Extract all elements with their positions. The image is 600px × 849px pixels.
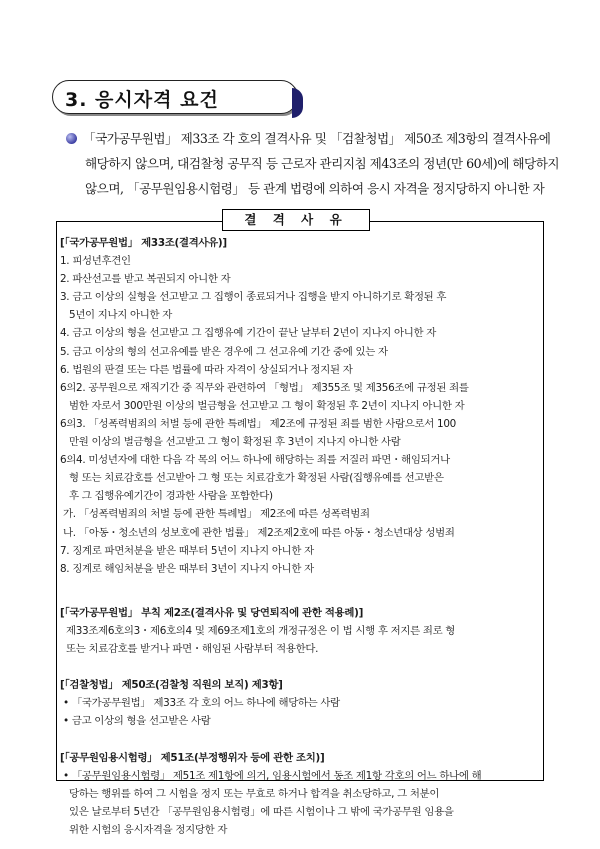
- list-item: 3. 금고 이상의 실형을 선고받고 그 집행이 종료되거나 집행을 받지 아니하기로 확정된 후: [60, 291, 447, 304]
- section-4-items: [60, 767, 540, 839]
- section-2-title: [「국가공무원법」 부칙 제2조(결격사유 및 당연퇴직에 관한 적용례)]: [60, 606, 364, 619]
- list-item: • 「공무원임용시험령」 제51조 제1항에 의거, 임용시험에서 동조 제1항 각호의 어느 하나에 해: [60, 769, 482, 782]
- section-3-title: [「검찰청법」 제50조(검찰청 직원의 보직) 제3항]: [60, 679, 283, 692]
- section-title: 3. 응시자격 요건: [65, 89, 219, 111]
- intro-paragraph: [66, 126, 566, 201]
- intro-line-1: 「국가공무원법」 제33조 각 호의 결격사유 및 「검찰청법」 제50조 제3항의 결격사유에: [66, 126, 566, 151]
- section-1-title: [「국가공무원법」 제33조(결격사유)]: [60, 237, 227, 249]
- disqualification-content: [60, 234, 540, 839]
- section-2-items: [60, 622, 540, 658]
- list-item: 나. 「아동・청소년의 성보호에 관한 법률」 제2조제2호에 따른 아동・청소년대상 성범죄: [60, 526, 455, 539]
- list-item: 5년이 지나지 아니한 자: [60, 309, 172, 322]
- disqualification-title: 결 격 사 유: [222, 209, 370, 231]
- list-item: 6. 법원의 판결 또는 다른 법률에 따라 자격이 상실되거나 정지된 자: [60, 363, 353, 376]
- spacer: [60, 731, 540, 749]
- section-header: [52, 80, 298, 114]
- list-item: • 금고 이상의 형을 선고받은 사람: [60, 715, 211, 728]
- list-item: 6의2. 공무원으로 재직기간 중 직무와 관련하여 「형법」 제355조 및 제356조에 규정된 죄를: [60, 381, 469, 394]
- intro-line-3: 않으며, 「공무원임용시험령」 등 관계 법령에 의하여 응시 자격을 정지당하지 아니한 자: [85, 181, 545, 196]
- list-item: 7. 징계로 파면처분을 받은 때부터 5년이 지나지 아니한 자: [60, 544, 314, 557]
- bullet-icon: [66, 133, 77, 144]
- list-item: 당하는 행위를 하여 그 시험을 정지 또는 무효로 하거나 합격을 취소당하고, 그 처분이: [60, 787, 440, 800]
- list-item: 6의4. 미성년자에 대한 다음 각 목의 어느 하나에 해당하는 죄를 저질러 파면・해임되거나: [60, 454, 450, 467]
- list-item: 있은 날로부터 5년간 「공무원임용시험령」에 따른 시험이나 그 밖에 국가공무원 임용을: [60, 805, 454, 818]
- section-1-items: [60, 252, 540, 578]
- list-item: 위한 시험의 응시자격을 정지당한 자: [60, 824, 228, 836]
- list-item: 가. 「성폭력범죄의 처벌 등에 관한 특례법」 제2조에 따른 성폭력범죄: [60, 508, 370, 521]
- intro-line-2: 해당하지 않으며, 대검찰청 공무직 등 근로자 관리지침 제43조의 정년(만 60세)에 해당하지: [85, 156, 560, 171]
- list-item: 또는 치료감호를 받거나 파면・해임된 사람부터 적용한다.: [60, 643, 319, 656]
- spacer: [60, 586, 540, 604]
- list-item: 6의3. 「성폭력범죄의 처벌 등에 관한 특례법」 제2조에 규정된 죄를 범한 사람으로서 100: [60, 417, 456, 430]
- section-3-items: [60, 694, 540, 730]
- list-item: 후 그 집행유예기간이 경과한 사람을 포함한다): [60, 490, 273, 503]
- section-4-title: [「공무원임용시험령」 제51조(부정행위자 등에 관한 조치)]: [60, 751, 325, 764]
- list-item: 8. 징계로 해임처분을 받은 때부터 3년이 지나지 아니한 자: [60, 562, 314, 575]
- spacer: [60, 658, 540, 676]
- list-item: 형 또는 치료감호를 선고받아 그 형 또는 치료감호가 확정된 사람(집행유예를 선고받은: [60, 472, 444, 485]
- list-item: 2. 파산선고를 받고 복권되지 아니한 자: [60, 273, 231, 286]
- list-item: 4. 금고 이상의 형을 선고받고 그 집행유예 기간이 끝난 날부터 2년이 지나지 아니한 자: [60, 327, 436, 340]
- section-header-accent: [292, 88, 303, 118]
- list-item: 만원 이상의 벌금형을 선고받고 그 형이 확정된 후 3년이 지나지 아니한 사람: [60, 436, 401, 449]
- list-item: • 「국가공무원법」 제33조 각 호의 어느 하나에 해당하는 사람: [60, 697, 340, 710]
- list-item: 1. 피성년후견인: [60, 255, 131, 268]
- spacer: [60, 578, 540, 586]
- list-item: 제33조제6호의3・제6호의4 및 제69조제1호의 개정규정은 이 법 시행 후 저지른 죄로 형: [60, 624, 456, 637]
- list-item: 범한 자로서 300만원 이상의 벌금형을 선고받고 그 형이 확정된 후 2년이 지나지 아니한 자: [60, 399, 465, 412]
- list-item: 5. 금고 이상의 형의 선고유예를 받은 경우에 그 선고유예 기간 중에 있는 자: [60, 345, 388, 358]
